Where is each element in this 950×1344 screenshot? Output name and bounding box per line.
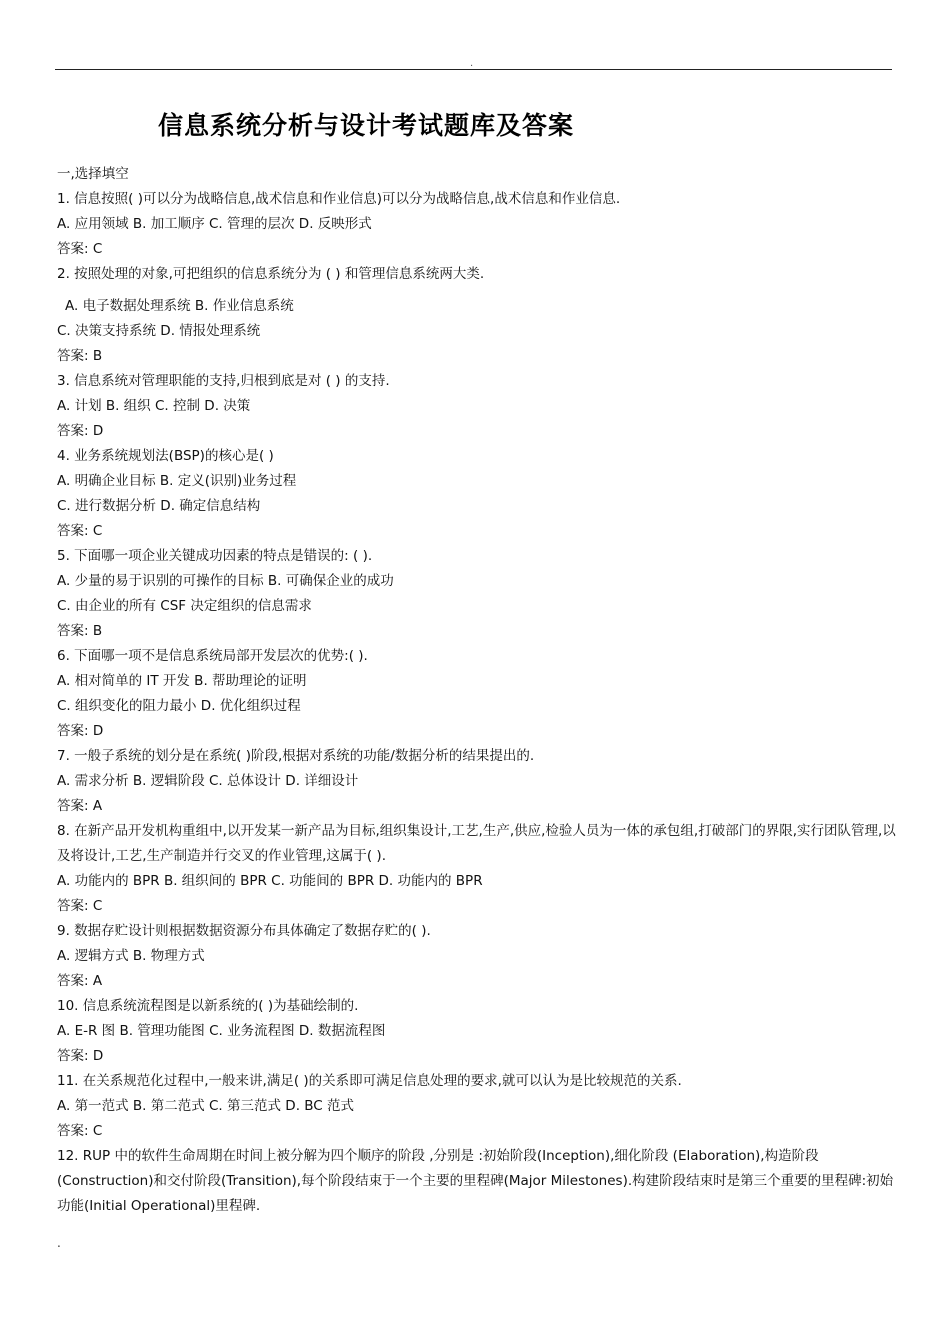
section-heading: 一,选择填空 [57, 166, 129, 182]
options-5b: C. 由企业的所有 CSF 决定组织的信息需求 [57, 598, 312, 614]
options-4b: C. 进行数据分析 D. 确定信息结构 [57, 498, 261, 514]
question-3: 3. 信息系统对管理职能的支持,归根到底是对 ( ) 的支持. [57, 373, 390, 389]
options-8: A. 功能内的 BPR B. 组织间的 BPR C. 功能间的 BPR D. 功能内的 BPR [57, 873, 483, 889]
question-9: 9. 数据存贮设计则根据数据资源分布具体确定了数据存贮的( ). [57, 923, 431, 939]
question-7: 7. 一般子系统的划分是在系统( )阶段,根据对系统的功能/数据分析的结果提出的. [57, 748, 535, 764]
answer-6: 答案: D [57, 723, 104, 739]
answer-10: 答案: D [57, 1048, 104, 1064]
options-10: A. E-R 图 B. 管理功能图 C. 业务流程图 D. 数据流程图 [57, 1023, 386, 1039]
options-3: A. 计划 B. 组织 C. 控制 D. 决策 [57, 398, 251, 414]
options-2b: C. 决策支持系统 D. 情报处理系统 [57, 323, 261, 339]
options-7: A. 需求分析 B. 逻辑阶段 C. 总体设计 D. 详细设计 [57, 773, 359, 789]
footer-dot: . [57, 1236, 61, 1250]
page-title: 信息系统分析与设计考试题库及答案 [158, 111, 575, 140]
options-9: A. 逻辑方式 B. 物理方式 [57, 948, 205, 964]
answer-8: 答案: C [57, 898, 103, 914]
question-6: 6. 下面哪一项不是信息系统局部开发层次的优势:( ). [57, 648, 368, 664]
options-1: A. 应用领域 B. 加工顺序 C. 管理的层次 D. 反映形式 [57, 216, 372, 232]
answer-1: 答案: C [57, 241, 103, 257]
options-4a: A. 明确企业目标 B. 定义(识别)业务过程 [57, 473, 297, 489]
options-5a: A. 少量的易于识别的可操作的目标 B. 可确保企业的成功 [57, 573, 394, 589]
answer-4: 答案: C [57, 523, 103, 539]
question-4: 4. 业务系统规划法(BSP)的核心是( ) [57, 448, 274, 464]
answer-2: 答案: B [57, 348, 103, 364]
answer-3: 答案: D [57, 423, 104, 439]
options-6b: C. 组织变化的阻力最小 D. 优化组织过程 [57, 698, 301, 714]
question-11: 11. 在关系规范化过程中,一般来讲,满足( )的关系即可满足信息处理的要求,就可以认为是比较规范的关系. [57, 1073, 682, 1089]
answer-5: 答案: B [57, 623, 103, 639]
question-8: 8. 在新产品开发机构重组中,以开发某一新产品为目标,组织集设计,工艺,生产,供应,检验人员为一体的承包组,打破部门的界限,实行团队管理,以及将设计,工艺,生产制造并行交叉的作业管理,这属于( ). [57, 823, 896, 864]
header-rule [55, 69, 892, 70]
answer-7: 答案: A [57, 798, 103, 814]
options-2a: A. 电子数据处理系统 B. 作业信息系统 [65, 298, 294, 314]
question-12: 12. RUP 中的软件生命周期在时间上被分解为四个顺序的阶段 ,分别是 :初始阶段(Inception),细化阶段 (Elaboration),构造阶段(Construction)和交付阶段(Transition),每个阶段结束于一个主要的里程碑(Major Milestones).构建阶段结束时是第三个重要的里程碑:初始功能(Initial Operational)里程碑. [57, 1148, 894, 1214]
question-list [57, 162, 897, 1219]
options-11: A. 第一范式 B. 第二范式 C. 第三范式 D. BC 范式 [57, 1098, 355, 1114]
header-dot: . [470, 58, 474, 69]
question-2: 2. 按照处理的对象,可把组织的信息系统分为 ( ) 和管理信息系统两大类. [57, 266, 485, 282]
question-5: 5. 下面哪一项企业关键成功因素的特点是错误的: ( ). [57, 548, 373, 564]
answer-9: 答案: A [57, 973, 103, 989]
answer-11: 答案: C [57, 1123, 103, 1139]
question-1: 1. 信息按照( )可以分为战略信息,战术信息和作业信息)可以分为战略信息,战术信息和作业信息. [57, 191, 621, 207]
question-10: 10. 信息系统流程图是以新系统的( )为基础绘制的. [57, 998, 359, 1014]
options-6a: A. 相对简单的 IT 开发 B. 帮助理论的证明 [57, 673, 307, 689]
